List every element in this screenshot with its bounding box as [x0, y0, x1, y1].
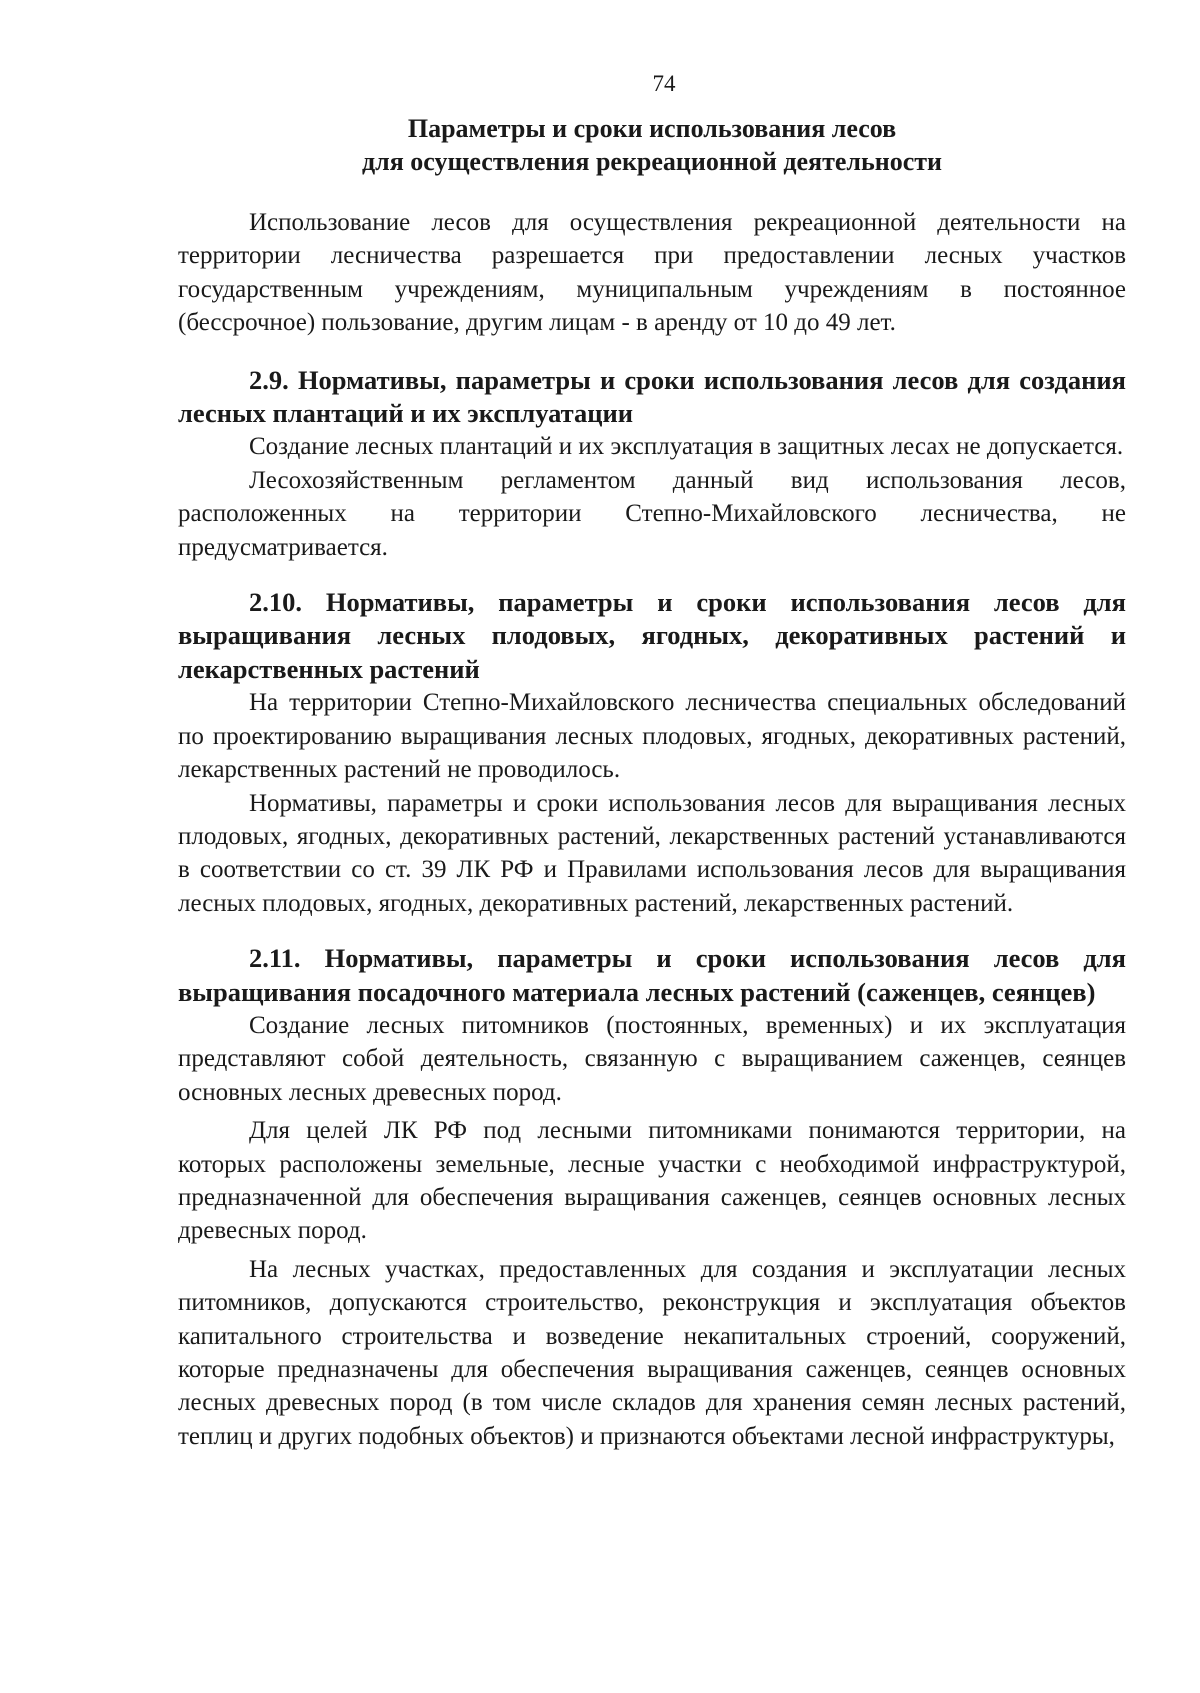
section-2-11-paragraph-1: Создание лесных питомников (постоянных, временных) и их эксплуатация представляют собой деятельность, связанную с выращиванием саженцев, сеянцев основных лесных древесных пород.	[178, 1011, 1126, 1106]
section-2-10-paragraph-1: На территории Степно-Михайловского лесничества специальных обследований по проектированию выращивания лесных плодовых, ягодных, декоративных растений, лекарственных растений не проводилось.	[178, 689, 1126, 784]
section-heading-2-10: 2.10. Нормативы, параметры и сроки использования лесов для выращивания лесных плодовых, ягодных, декоративных растений и лекарственных растений	[178, 587, 1126, 684]
title-line-1: Параметры и сроки использования лесов	[407, 114, 897, 143]
section-heading-2-11: 2.11. Нормативы, параметры и сроки использования лесов для выращивания посадочного материала лесных растений (саженцев, сеянцев)	[178, 943, 1126, 1007]
section-2-11-paragraph-3: На лесных участках, предоставленных для создания и эксплуатации лесных питомников, допускаются строительство, реконструкция и эксплуатация объектов капитального строительства и возведение некапитальных строений, сооружений, которые предназначены для обеспечения выращивания саженцев, сеянцев основных лесных древесных пород (в том числе складов для хранения семян лесных растений, теплиц и других подобных объектов) и признаются объектами лесной инфраструктуры,	[178, 1255, 1126, 1450]
section-2-9-paragraph-2: Лесохозяйственным регламентом данный вид использования лесов, расположенных на территории Степно-Михайловского лесничества, не предусматривается.	[178, 466, 1126, 561]
document-title	[178, 112, 1126, 178]
section-2-10-paragraph-2: Нормативы, параметры и сроки использования лесов для выращивания лесных плодовых, ягодных, декоративных растений, лекарственных растений устанавливаются в соответствии со ст. 39 ЛК РФ и Правилами использования лесов для выращивания лесных плодовых, ягодных, декоративных растений, лекарственных растений.	[178, 789, 1126, 917]
title-line-2: для осуществления рекреационной деятельности	[361, 147, 943, 176]
section-heading-2-9: 2.9. Нормативы, параметры и сроки использования лесов для создания лесных плантаций и их эксплуатации	[178, 364, 1126, 429]
page-number: 74	[652, 71, 676, 96]
intro-paragraph: Использование лесов для осуществления рекреационной деятельности на территории лесничества разрешается при предоставлении лесных участков государственным учреждениям, муниципальным учреждениям в постоянное (бессрочное) пользование, другим лицам - в аренду от 10 до 49 лет.	[178, 209, 1126, 337]
document-page	[178, 70, 1126, 1670]
section-2-11-paragraph-2: Для целей ЛК РФ под лесными питомниками понимаются территории, на которых расположены земельные, лесные участки с необходимой инфраструктурой, предназначенной для обеспечения выращивания саженцев, сеянцев основных лесных древесных пород.	[178, 1117, 1126, 1245]
section-2-9-paragraph-1: Создание лесных плантаций и их эксплуатация в защитных лесах не допускается.	[249, 433, 1124, 461]
